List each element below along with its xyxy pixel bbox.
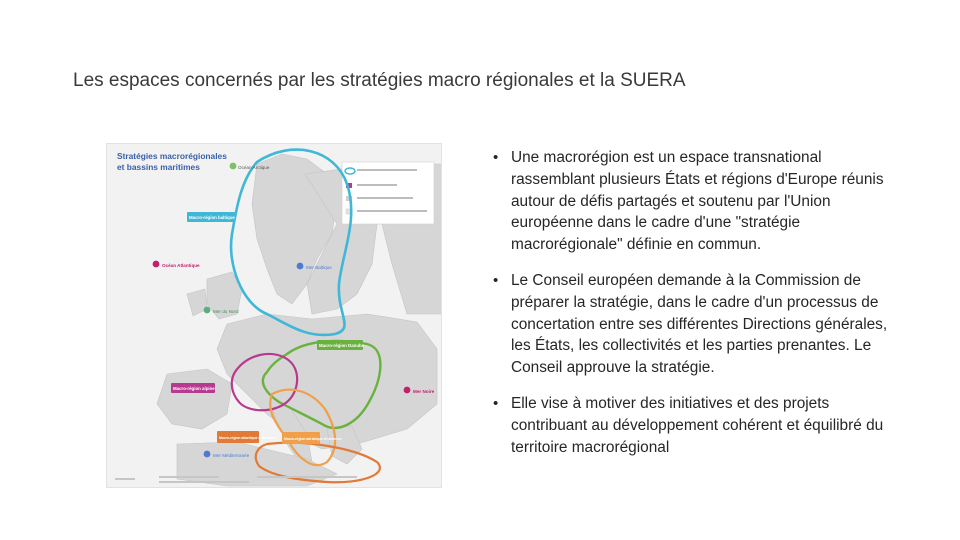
danube-region-label: Macro-région Danube xyxy=(319,343,365,348)
arctic-sea-dot xyxy=(230,163,237,170)
map-title-line2: et bassins maritimes xyxy=(117,162,200,172)
baltic-sea-dot xyxy=(297,263,304,270)
mediterranean-sea-label: Mer Méditerranée xyxy=(213,453,250,458)
bullet-dot-icon: • xyxy=(493,149,499,166)
baltic-sea-label: Mer Baltique xyxy=(306,265,332,270)
bullet-item xyxy=(491,147,901,256)
bullet-list xyxy=(491,147,901,472)
atlantic-sea-dot xyxy=(153,261,160,268)
adriatic-region-label: Macro-région adriatique et ionienne xyxy=(284,437,342,441)
bullet-dot-icon: • xyxy=(493,394,499,412)
alpine-region-label: Macro-région alpine xyxy=(173,386,215,391)
black-sea-label: Mer Noire xyxy=(413,389,435,394)
bullet-dot-icon: • xyxy=(493,271,499,289)
bullet-item xyxy=(491,393,901,458)
arctic-sea-label: Océan Arctique xyxy=(238,165,270,170)
baltic-region-label: Macro-région baltique xyxy=(189,215,235,220)
bullet-text: Une macrorégion est un espace transnational rassemblant plusieurs États et régions d'Europe réunis autour de défis partagés et soutenu par l'Union européenne dans le cadre d'une "stratégie macrorégionale" définie en commun. xyxy=(511,149,884,254)
north-sea-label: Mer du Nord xyxy=(213,309,239,314)
atlantic-region-label: Macro-région atlantique et ibérique xyxy=(219,436,276,440)
macroregions-map xyxy=(106,143,442,488)
map-title-line1: Stratégies macrorégionales xyxy=(117,151,227,161)
atlantic-sea-label: Océan Atlantique xyxy=(162,263,200,268)
slide-title: Les espaces concernés par les stratégies macro régionales et la SUERA xyxy=(73,70,686,91)
black-sea-dot xyxy=(404,387,411,394)
map-legend xyxy=(342,162,434,224)
mediterranean-sea-dot xyxy=(204,451,211,458)
bullet-item xyxy=(491,270,901,379)
north-sea-dot xyxy=(204,307,211,314)
bullet-text: Le Conseil européen demande à la Commission de préparer la stratégie, dans le cadre d'un processus de concertation entre ses différentes Directions générales, les États, les collectivités et les parties prenantes. Le Conseil approuve la stratégie. xyxy=(511,271,888,377)
bullet-text: Elle vise à motiver des initiatives et des projets contribuant au développement cohérent et équilibré du territoire macrorégional xyxy=(511,394,884,456)
